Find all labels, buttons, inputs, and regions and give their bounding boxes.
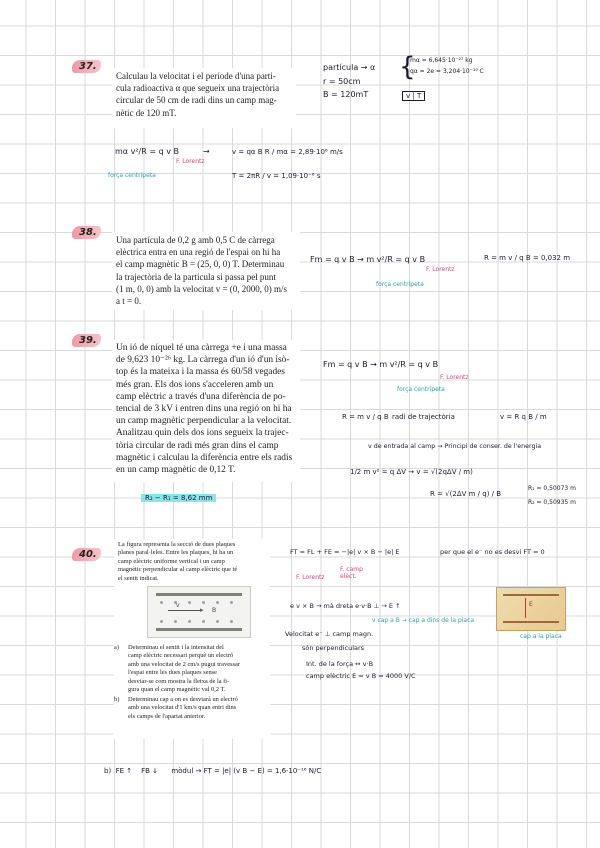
p37-result-v [232, 148, 343, 156]
part-b [128, 696, 262, 721]
p39-radius-eq: R = m v / q B [342, 413, 389, 421]
fig-label-v: v [176, 602, 180, 609]
statement-line: el sentit indicat. [118, 574, 159, 582]
statement-line: Calculau la velocitat i el període d'una parti- [116, 71, 276, 81]
photo-arrow [525, 598, 526, 618]
statement-line: desviar-se com mostra la fletxa de la fi- [128, 677, 230, 685]
p39-r2: R₂ = 0,50935 m [528, 499, 576, 506]
p37-centripetal-label: força centrípeta [108, 172, 156, 179]
p37-arrow-1: → [203, 147, 210, 156]
p39-equation: Fm = q v B → m v²/R = q v B [323, 360, 439, 369]
statement-line: a t = 0. [116, 296, 142, 307]
p37-data-B: B = 120mT [323, 90, 369, 99]
statement-line: l'espai entre les dues plaques sense [128, 669, 217, 677]
problem-40-parts [114, 644, 262, 736]
statement-line: de 9,623 10⁻²⁶ kg. La càrrega d'un ió d'un isò- [116, 355, 290, 366]
problem-39-statement [112, 340, 300, 482]
statement-line: magnètic i calculau la diferència entre els radis [116, 452, 293, 463]
statement-line: circular de 50 cm de radi dins un camp mag- [116, 95, 277, 106]
p39-energy-eq: 1/2 m v² = q ΔV → v = √(2qΔV / m) [350, 468, 473, 476]
field-dot [202, 601, 205, 604]
p40-eq-top-note: per que el e⁻ no es desvi FT = 0 [440, 548, 545, 556]
statement-line: gura quan el camp magnètic val 0,2 T. [128, 686, 226, 694]
statement-line: el camp magnètic B = (25, 0, 0) T. Determinau [116, 259, 285, 270]
p39-centripetal-label: força centrípeta [397, 386, 445, 393]
statement-line: en un camp magnètic de 0,12 T. [116, 465, 236, 476]
p38-lorentz-label: F. Lorentz [426, 266, 455, 273]
p37-lorentz-label: F. Lorentz [176, 158, 205, 165]
p37-equation: mα v²/R = q v B [115, 147, 179, 156]
part-a-label: a) [114, 644, 119, 651]
statement-line: La figura representa la secció de dues plaques [118, 541, 236, 548]
statement-line: cula radioactiva α que segueix una trajectòria [116, 83, 280, 94]
statement-line: camp elèctric necessari perquè un electró [128, 652, 234, 660]
p39-answer: R₂ − R₁ = 8,62 mm [141, 494, 216, 502]
p38-result [484, 254, 570, 262]
statement-line: la trajectòria de la partícula si passa pel punt [116, 271, 276, 282]
problem-number-39: 39. [72, 334, 101, 347]
statement-line: top és la mateixa i la massa és 60/58 vegades [116, 367, 285, 378]
p37-result-v-text: v = qα B R / mα = 2,89·10⁶ m/s [232, 148, 343, 156]
p40-eq-top: FT = FL + FE = −|e| v × B − |e| E [290, 548, 400, 556]
statement-line: nètic de 120 mT. [116, 107, 177, 118]
statement-line: tòria circular de radi més gran dins el camp [116, 440, 279, 451]
photo-plate-bottom [503, 621, 559, 623]
statement-line: tencial de 3 kV i entren dins una regió on hi ha [116, 404, 292, 415]
statement-line: camp elèctric uniforme vertical i un camp [118, 557, 225, 565]
p40-part-b-answer: b) FE ↑ FB ↓ mòdul → FT = |e| (v B − E) = 1,6·10⁻¹⁶ N/C [104, 767, 322, 775]
p37-result-T-text: T = 2πR / v = 1,09·10⁻⁶ s [232, 172, 321, 180]
p39-r1: R₁ = 0,50073 m [528, 485, 576, 492]
p38-equation: Fm = q v B → m v²/R = q v B [310, 255, 426, 264]
p39-r-eq: R = √(2ΔV m / q) / B [430, 490, 502, 498]
problem-38-statement [112, 232, 300, 310]
p40-vel-note-1: Velocitat e⁻ ⊥ camp magn. [285, 630, 374, 638]
p37-brace: { [399, 52, 416, 82]
p37-unknown: v | T [402, 91, 425, 101]
field-dot [174, 620, 177, 623]
p40-plates-figure [147, 586, 251, 638]
problem-number-38: 38. [72, 226, 101, 239]
bottom-plate [156, 628, 242, 631]
velocity-arrow [168, 610, 202, 611]
statement-line: els camps de l'apartat anterior. [128, 712, 206, 720]
statement-line: Determinau cap a on es desviarà un electró [128, 696, 238, 703]
p40-mid-note-2: cap a la placa [520, 633, 562, 640]
field-dot [230, 620, 233, 623]
part-a [128, 644, 262, 694]
statement-line: Analitzau quin dels dos ions segueix la trajec- [116, 428, 289, 439]
p37-data-q: qα = 2e = 3,204·10⁻¹⁹ C [410, 68, 484, 75]
velocity-arrow-head: ▸ [200, 606, 204, 614]
statement-line: planes paral·leles. Entre les plaques, hi ha un [118, 549, 234, 557]
statement-line: Determinau el sentit i la intensitat del [128, 644, 224, 651]
photo-label-E: E [529, 601, 533, 608]
statement-line: (1 m, 0, 0) amb la velocitat v = (0, 2000, 0) m/s [116, 283, 288, 294]
p40-lorentz-label: F. Lorentz [296, 574, 325, 581]
part-b-label: b) [114, 696, 120, 703]
p40-vel-note-2: són perpendiculars [302, 644, 365, 652]
field-dot [188, 620, 191, 623]
p40-force-note: Int. de la força ↔ v·B [306, 660, 374, 668]
statement-line: camp elèctric a través d'una diferència de po- [116, 391, 286, 402]
p37-data-title: partícula → α [323, 63, 376, 72]
field-dot [230, 601, 233, 604]
photo-plate-top [503, 594, 559, 596]
p37-result-T [232, 172, 320, 180]
top-plate [156, 593, 242, 596]
statement-line: Una partícula de 0,2 g amb 0,5 C de càrrega [116, 235, 275, 245]
p39-radius-label: radi de trajectòria [392, 413, 455, 421]
p40-mid-note-1: v cap a B → cap a dins de la placa [372, 617, 475, 624]
statement-line: un camp magnètic perpendicular a la velocitat. [116, 416, 292, 427]
p38-centripetal-label: força centrípeta [376, 281, 424, 288]
p38-result-text: R = m v / q B = 0,032 m [484, 254, 571, 262]
problem-number-40: 40. [72, 548, 101, 561]
p37-data-r: r = 50cm [323, 77, 361, 86]
problem-number-37: 37. [72, 60, 101, 73]
field-dot [202, 620, 205, 623]
p40-elec-label: F. camp elèct. [340, 566, 363, 580]
statement-line: amb una velocitat de 2 cm/s pugui travessar [128, 660, 240, 668]
statement-line: elèctrica entra en una regió de l'espai on hi ha [116, 247, 281, 258]
statement-line: més gran. Els dos ions s'acceleren amb un [116, 379, 274, 390]
statement-line: Un ió de níquel té una càrrega +e i una massa [116, 343, 287, 353]
field-dot [216, 601, 219, 604]
field-dot [216, 620, 219, 623]
statement-line: magnètic perpendicular al camp elèctric que té [118, 566, 238, 574]
p37-data-m: mα = 6,645·10⁻²⁷ kg [410, 57, 473, 64]
p40-field-value: camp elèctric E = v B = 4000 V/C [306, 672, 416, 680]
p39-lorentz-label: F. Lorentz [440, 374, 469, 381]
fig-label-B: B [212, 607, 217, 614]
p39-v-note: v de entrada al camp → Principi de conser. de l'energia [368, 443, 542, 450]
p40-photo [496, 587, 566, 631]
field-dot [188, 601, 191, 604]
field-dot [160, 601, 163, 604]
field-dot [160, 620, 163, 623]
p40-eq-mid: e v × B → mà dreta e·v·B ⊥ → E ↑ [290, 602, 401, 610]
statement-line: amb una velocitat d'1 km/s quan entri dins [128, 704, 237, 712]
p39-v-eq: v = R q B / m [500, 413, 547, 421]
problem-37-statement [112, 68, 296, 128]
